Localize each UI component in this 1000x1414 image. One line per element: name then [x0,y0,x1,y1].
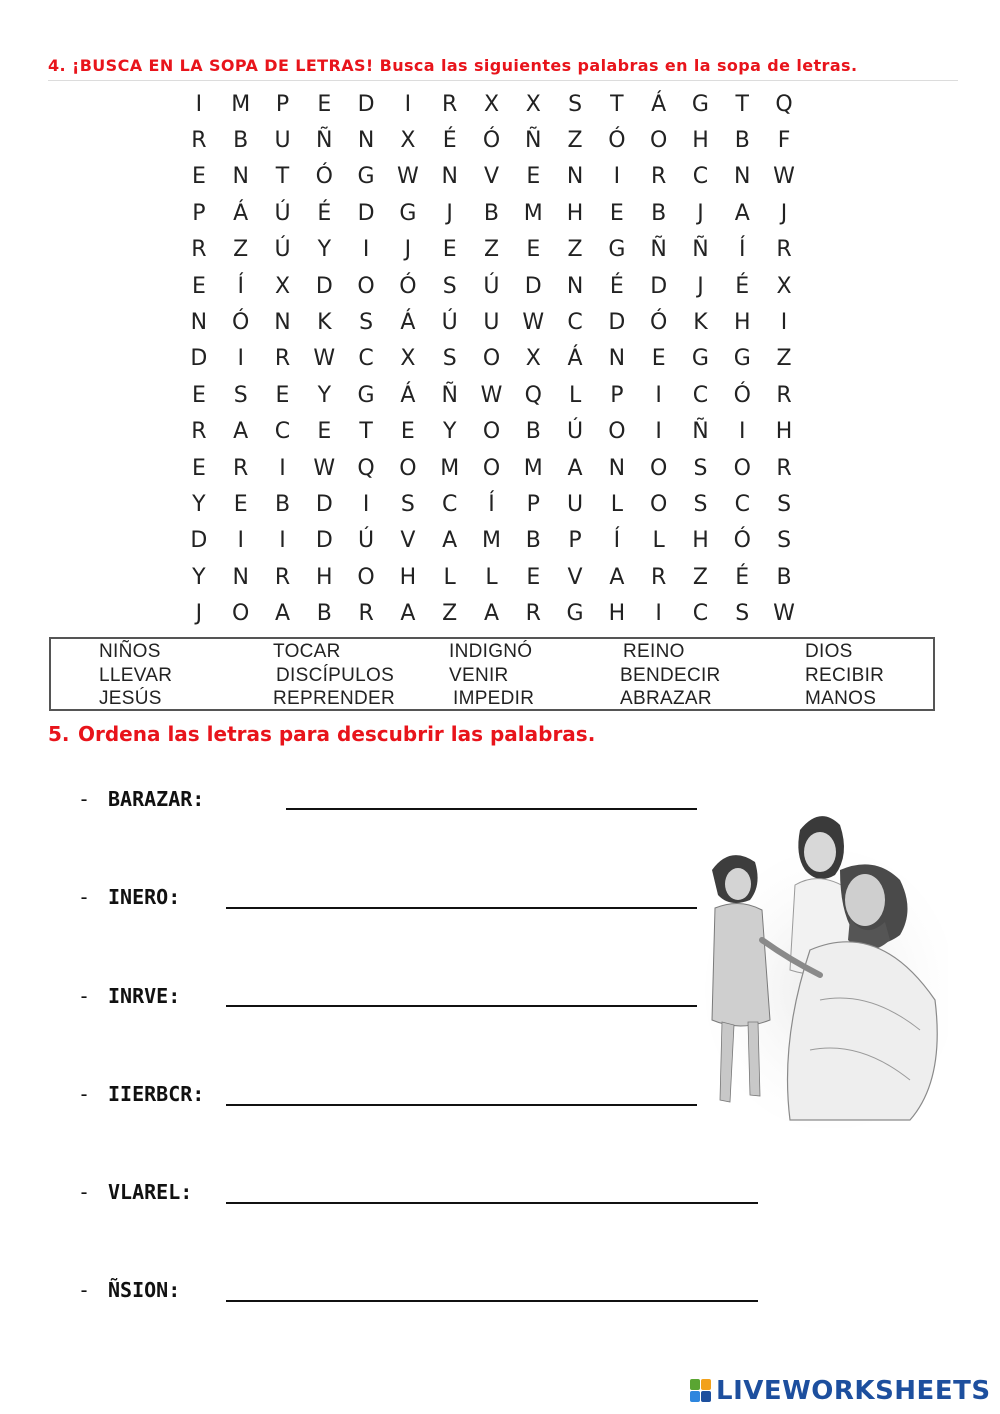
grid-letter[interactable]: G [691,91,709,117]
section4-title: ¡BUSCA EN LA SOPA DE LETRAS! [72,56,374,75]
grid-letter[interactable]: B [483,200,500,226]
grid-letter[interactable]: L [443,564,456,590]
item-dash: - [78,787,91,811]
grid-letter[interactable]: E [442,237,457,263]
grid-letter[interactable]: E [191,273,206,299]
grid-letter[interactable]: S [568,91,583,117]
grid-letter[interactable]: S [693,491,708,517]
grid-letter[interactable]: E [526,237,541,263]
grid-letter[interactable]: Q [775,91,793,117]
grid-letter[interactable]: C [358,346,374,372]
grid-letter[interactable]: N [274,310,291,336]
grid-letter[interactable]: S [359,310,374,336]
grid-letter[interactable]: Í [237,273,244,299]
header-divider [48,80,958,81]
grid-letter[interactable]: I [237,346,244,372]
grid-letter[interactable]: Z [776,346,792,372]
answer-line-2[interactable] [226,907,697,909]
grid-letter[interactable]: G [566,601,584,627]
grid-letter[interactable]: K [693,310,708,336]
grid-letter[interactable]: T [610,91,624,117]
grid-letter[interactable]: L [652,528,665,554]
grid-letter[interactable]: B [233,128,249,154]
grid-letter[interactable]: I [655,419,662,445]
answer-line-3[interactable] [226,1005,697,1007]
grid-letter[interactable]: S [442,346,457,372]
grid-letter[interactable]: N [608,455,626,481]
grid-letter[interactable]: G [733,346,751,372]
grid-letter[interactable]: O [232,601,250,627]
grid-letter[interactable]: Ó [399,273,417,299]
grid-letter[interactable]: E [191,164,206,190]
grid-letter[interactable]: B [776,564,792,590]
grid-letter[interactable]: X [274,273,291,299]
grid-letter[interactable]: W [480,382,503,408]
item-dash: - [78,885,91,909]
grid-letter[interactable]: É [317,200,332,226]
grid-letter[interactable]: Á [567,346,583,372]
grid-letter[interactable]: M [523,455,543,481]
grid-letter[interactable]: Á [651,91,667,117]
grid-letter[interactable]: C [692,601,709,627]
grid-letter[interactable]: C [567,310,583,336]
grid-letter[interactable]: C [441,491,458,517]
grid-letter[interactable]: L [568,382,582,408]
grid-letter[interactable]: R [191,237,207,263]
grid-letter[interactable]: D [608,310,626,336]
grid-letter[interactable]: Ó [733,528,751,554]
grid-letter[interactable]: D [190,346,208,372]
grid-letter[interactable]: Ñ [441,382,458,408]
grid-letter[interactable]: H [316,564,333,590]
grid-letter[interactable]: R [274,564,291,590]
answer-line-1[interactable] [286,808,697,810]
grid-letter[interactable]: W [397,164,419,190]
grid-letter[interactable]: Y [317,237,332,263]
grid-letter[interactable]: T [359,419,373,445]
grid-letter[interactable]: E [651,346,666,372]
grid-letter[interactable]: E [317,91,332,117]
item-dash: - [78,1180,91,1204]
grid-letter[interactable]: G [691,346,709,372]
grid-letter[interactable]: R [442,91,458,117]
section5-number: 5. [48,722,70,746]
grid-letter[interactable]: Y [317,382,332,408]
grid-letter[interactable]: R [358,601,374,627]
grid-letter[interactable]: M [231,91,251,117]
grid-letter[interactable]: Ñ [316,128,333,154]
section5-title: Ordena las letras para descubrir las palabras. [78,722,596,746]
grid-letter[interactable]: O [482,455,501,481]
scrambled-word: INERO: [108,885,181,909]
grid-letter[interactable]: J [697,273,704,299]
grid-letter[interactable]: N [190,310,208,336]
grid-letter[interactable]: O [357,273,375,299]
grid-letter[interactable]: N [608,346,626,372]
scrambled-word: BARAZAR: [108,787,205,811]
grid-letter[interactable]: Ó [232,310,250,336]
word-list-box [49,637,935,711]
grid-letter[interactable]: D [315,528,333,554]
grid-letter[interactable]: Ú [441,310,458,336]
grid-letter[interactable]: H [399,564,417,590]
word-list-item: VENIR [449,665,509,686]
grid-letter[interactable]: O [482,419,501,445]
grid-letter[interactable]: W [313,455,336,481]
grid-letter[interactable]: H [566,200,584,226]
grid-letter[interactable]: D [357,91,375,117]
jesus-with-children-illustration [700,800,948,1128]
word-list-item: JESÚS [99,688,162,709]
grid-letter[interactable]: A [233,419,249,445]
grid-letter[interactable]: I [237,528,244,554]
grid-letter[interactable]: T [275,164,290,190]
scrambled-word: IIERBCR: [108,1082,205,1106]
grid-letter[interactable]: Í [488,491,495,517]
grid-letter[interactable]: P [568,528,582,554]
grid-letter[interactable]: V [483,164,499,190]
word-list-item: LLEVAR [99,665,173,686]
answer-line-6[interactable] [226,1300,758,1302]
grid-letter[interactable]: L [610,491,623,517]
grid-letter[interactable]: M [523,200,543,226]
item-dash: - [78,1082,91,1106]
grid-letter[interactable]: J [195,601,203,627]
word-list-item: ABRAZAR [620,688,712,709]
grid-letter[interactable]: Y [442,419,457,445]
grid-letter[interactable]: D [315,491,333,517]
grid-letter[interactable]: I [655,601,662,627]
grid-letter[interactable]: Á [400,310,416,336]
grid-letter[interactable]: G [608,237,626,263]
grid-letter[interactable]: R [191,419,207,445]
grid-letter[interactable]: N [441,164,458,190]
grid-letter[interactable]: A [274,601,291,627]
grid-letter[interactable]: U [274,128,291,154]
grid-letter[interactable]: Í [739,237,746,263]
grid-letter[interactable]: C [274,419,291,445]
grid-letter[interactable]: A [400,601,416,627]
logo-badge-icon [690,1379,712,1403]
grid-letter[interactable]: D [524,273,542,299]
grid-letter[interactable]: C [692,382,709,408]
grid-letter[interactable]: I [613,164,621,190]
grid-letter[interactable]: P [192,200,206,226]
grid-letter[interactable]: V [400,528,416,554]
grid-letter[interactable]: R [776,382,792,408]
answer-line-5[interactable] [226,1202,758,1204]
grid-letter[interactable]: Ó [482,128,501,154]
grid-letter[interactable]: A [609,564,625,590]
grid-letter[interactable]: N [357,128,375,154]
grid-letter[interactable]: N [566,164,584,190]
grid-letter[interactable]: J [404,237,412,263]
liveworksheets-logo [690,1376,991,1406]
grid-letter[interactable]: I [655,382,662,408]
grid-letter[interactable]: R [651,164,667,190]
grid-letter[interactable]: Ñ [650,237,667,263]
grid-letter[interactable]: O [733,455,751,481]
word-list-item: REPRENDER [273,688,395,709]
grid-letter[interactable]: P [610,382,624,408]
grid-letter[interactable]: K [317,310,332,336]
scrambled-word: INRVE: [108,984,181,1008]
grid-letter[interactable]: S [233,382,248,408]
grid-letter[interactable]: E [400,419,415,445]
grid-letter[interactable]: T [735,91,749,117]
grid-letter[interactable]: Q [524,382,542,408]
grid-letter[interactable]: P [526,491,540,517]
grid-letter[interactable]: S [777,491,792,517]
grid-letter[interactable]: R [776,237,792,263]
grid-letter[interactable]: B [274,491,291,517]
grid-letter[interactable]: L [485,564,498,590]
grid-letter[interactable]: D [650,273,668,299]
grid-letter[interactable]: B [316,601,332,627]
grid-letter[interactable]: M [481,528,501,554]
grid-letter[interactable]: W [313,346,336,372]
grid-letter[interactable]: Ú [483,273,500,299]
grid-letter[interactable]: A [734,200,750,226]
grid-letter[interactable]: A [567,455,583,481]
grid-letter[interactable]: Ó [733,382,751,408]
grid-letter[interactable]: I [279,528,286,554]
item-dash: - [78,984,91,1008]
grid-letter[interactable]: E [275,382,290,408]
grid-letter[interactable]: R [274,346,291,372]
grid-letter[interactable]: N [232,564,249,590]
grid-letter[interactable]: Z [567,128,583,154]
grid-letter[interactable]: O [357,564,375,590]
grid-letter[interactable]: I [780,310,788,336]
grid-letter[interactable]: Ñ [692,237,709,263]
word-list-item: NIÑOS [99,641,161,662]
grid-letter[interactable]: R [651,564,667,590]
grid-letter[interactable]: A [483,601,499,627]
grid-letter[interactable]: X [525,91,541,117]
word-list-item: INDIGNÓ [449,641,533,662]
grid-letter[interactable]: J [780,200,788,226]
grid-letter[interactable]: C [692,164,709,190]
grid-letter[interactable]: Q [357,455,375,481]
grid-letter[interactable]: H [775,419,793,445]
grid-letter[interactable]: Ó [608,128,626,154]
grid-letter[interactable]: R [525,601,541,627]
word-list-item: DISCÍPULOS [276,665,395,686]
grid-letter[interactable]: R [776,455,792,481]
grid-letter[interactable]: I [739,419,746,445]
grid-letter[interactable]: E [317,419,332,445]
grid-letter[interactable]: H [608,601,626,627]
grid-letter[interactable]: S [693,455,708,481]
grid-letter[interactable]: U [567,491,584,517]
grid-letter[interactable]: D [190,528,208,554]
answer-line-4[interactable] [226,1104,697,1106]
grid-letter[interactable]: É [735,564,750,590]
grid-letter[interactable]: I [362,491,370,517]
grid-letter[interactable]: Y [192,491,206,517]
grid-letter[interactable]: Y [192,564,206,590]
grid-letter[interactable]: E [233,491,248,517]
grid-letter[interactable]: Ó [315,164,333,190]
grid-letter[interactable]: C [734,491,750,517]
grid-letter[interactable]: S [735,601,750,627]
section4-number: 4. [48,56,67,75]
grid-letter[interactable]: X [400,128,416,154]
grid-letter[interactable]: W [773,601,795,627]
grid-letter[interactable]: O [399,455,417,481]
grid-letter[interactable]: É [735,273,750,299]
scrambled-word: ÑSION: [108,1278,181,1302]
grid-letter[interactable]: Z [442,601,458,627]
grid-letter[interactable]: R [233,455,249,481]
grid-letter[interactable]: D [315,273,333,299]
grid-letter[interactable]: O [608,419,626,445]
grid-letter[interactable]: S [400,491,415,517]
grid-letter[interactable]: Í [613,528,621,554]
scrambled-word: VLAREL: [108,1180,193,1204]
grid-letter[interactable]: U [483,310,500,336]
grid-letter[interactable]: I [195,91,203,117]
grid-letter[interactable]: Ú [358,528,375,554]
grid-letter[interactable]: J [697,200,704,226]
grid-letter[interactable]: E [191,455,206,481]
grid-letter[interactable]: G [399,200,417,226]
grid-letter[interactable]: V [567,564,583,590]
grid-letter[interactable]: W [773,164,795,190]
item-dash: - [78,1278,91,1302]
grid-letter[interactable]: Á [400,382,416,408]
grid-letter[interactable]: N [232,164,249,190]
grid-letter[interactable]: I [279,455,286,481]
grid-letter[interactable]: E [526,564,541,590]
grid-letter[interactable]: M [440,455,460,481]
grid-letter[interactable]: G [357,382,375,408]
grid-letter[interactable]: S [442,273,457,299]
grid-letter[interactable]: Z [567,237,583,263]
section4-instruction: Busca las siguientes palabras en la sopa de letras. [379,56,858,75]
grid-letter[interactable]: Z [483,237,500,263]
grid-letter[interactable]: Á [233,200,249,226]
word-list-item: TOCAR [273,641,341,662]
grid-letter[interactable]: O [650,128,668,154]
grid-letter[interactable]: O [482,346,501,372]
grid-letter[interactable]: I [362,237,370,263]
grid-letter[interactable]: B [525,419,541,445]
grid-letter[interactable]: O [650,491,668,517]
grid-letter[interactable]: B [651,200,667,226]
grid-letter[interactable]: É [442,128,457,154]
word-list-item: RECIBIR [805,665,885,686]
grid-letter[interactable]: P [275,91,290,117]
grid-letter[interactable]: Ú [567,419,584,445]
grid-letter[interactable]: O [650,455,668,481]
word-search-grid [178,86,805,632]
grid-letter[interactable]: E [609,200,624,226]
grid-letter[interactable]: Ú [274,200,291,226]
grid-letter[interactable]: E [191,382,206,408]
grid-letter[interactable]: B [525,528,541,554]
grid-letter[interactable]: D [357,200,375,226]
grid-letter[interactable]: J [446,200,453,226]
grid-letter[interactable]: R [191,128,207,154]
word-list-item: MANOS [805,688,877,709]
grid-letter[interactable]: B [734,128,750,154]
grid-letter[interactable]: G [357,164,375,190]
grid-letter[interactable]: Z [692,564,708,590]
grid-letter[interactable]: X [483,91,500,117]
grid-letter[interactable]: A [442,528,458,554]
section5-heading [48,722,595,746]
grid-letter[interactable]: H [692,128,709,154]
grid-letter[interactable]: F [777,128,791,154]
grid-letter[interactable]: S [777,528,792,554]
word-list-item: IMPEDIR [453,688,535,709]
grid-letter[interactable]: H [692,528,709,554]
grid-letter[interactable]: N [734,164,751,190]
section4-heading [48,56,857,75]
liveworksheets-brand: LIVEWORKSHEETS [716,1376,991,1406]
grid-letter[interactable]: Ñ [692,419,709,445]
word-list-item: BENDECIR [620,665,721,686]
word-list-item: DIOS [805,641,853,662]
grid-letter[interactable]: X [525,346,541,372]
grid-letter[interactable]: Ñ [525,128,542,154]
grid-letter[interactable]: X [400,346,416,372]
grid-letter[interactable]: N [566,273,584,299]
grid-letter[interactable]: I [404,91,412,117]
grid-letter[interactable]: Ú [274,237,291,263]
grid-letter[interactable]: E [526,164,541,190]
grid-letter[interactable]: Z [233,237,249,263]
grid-letter[interactable]: W [522,310,545,336]
grid-letter[interactable]: Ó [650,310,668,336]
grid-letter[interactable]: X [776,273,792,299]
word-list-item: REINO [623,641,685,662]
grid-letter[interactable]: É [609,273,624,299]
grid-letter[interactable]: H [733,310,751,336]
